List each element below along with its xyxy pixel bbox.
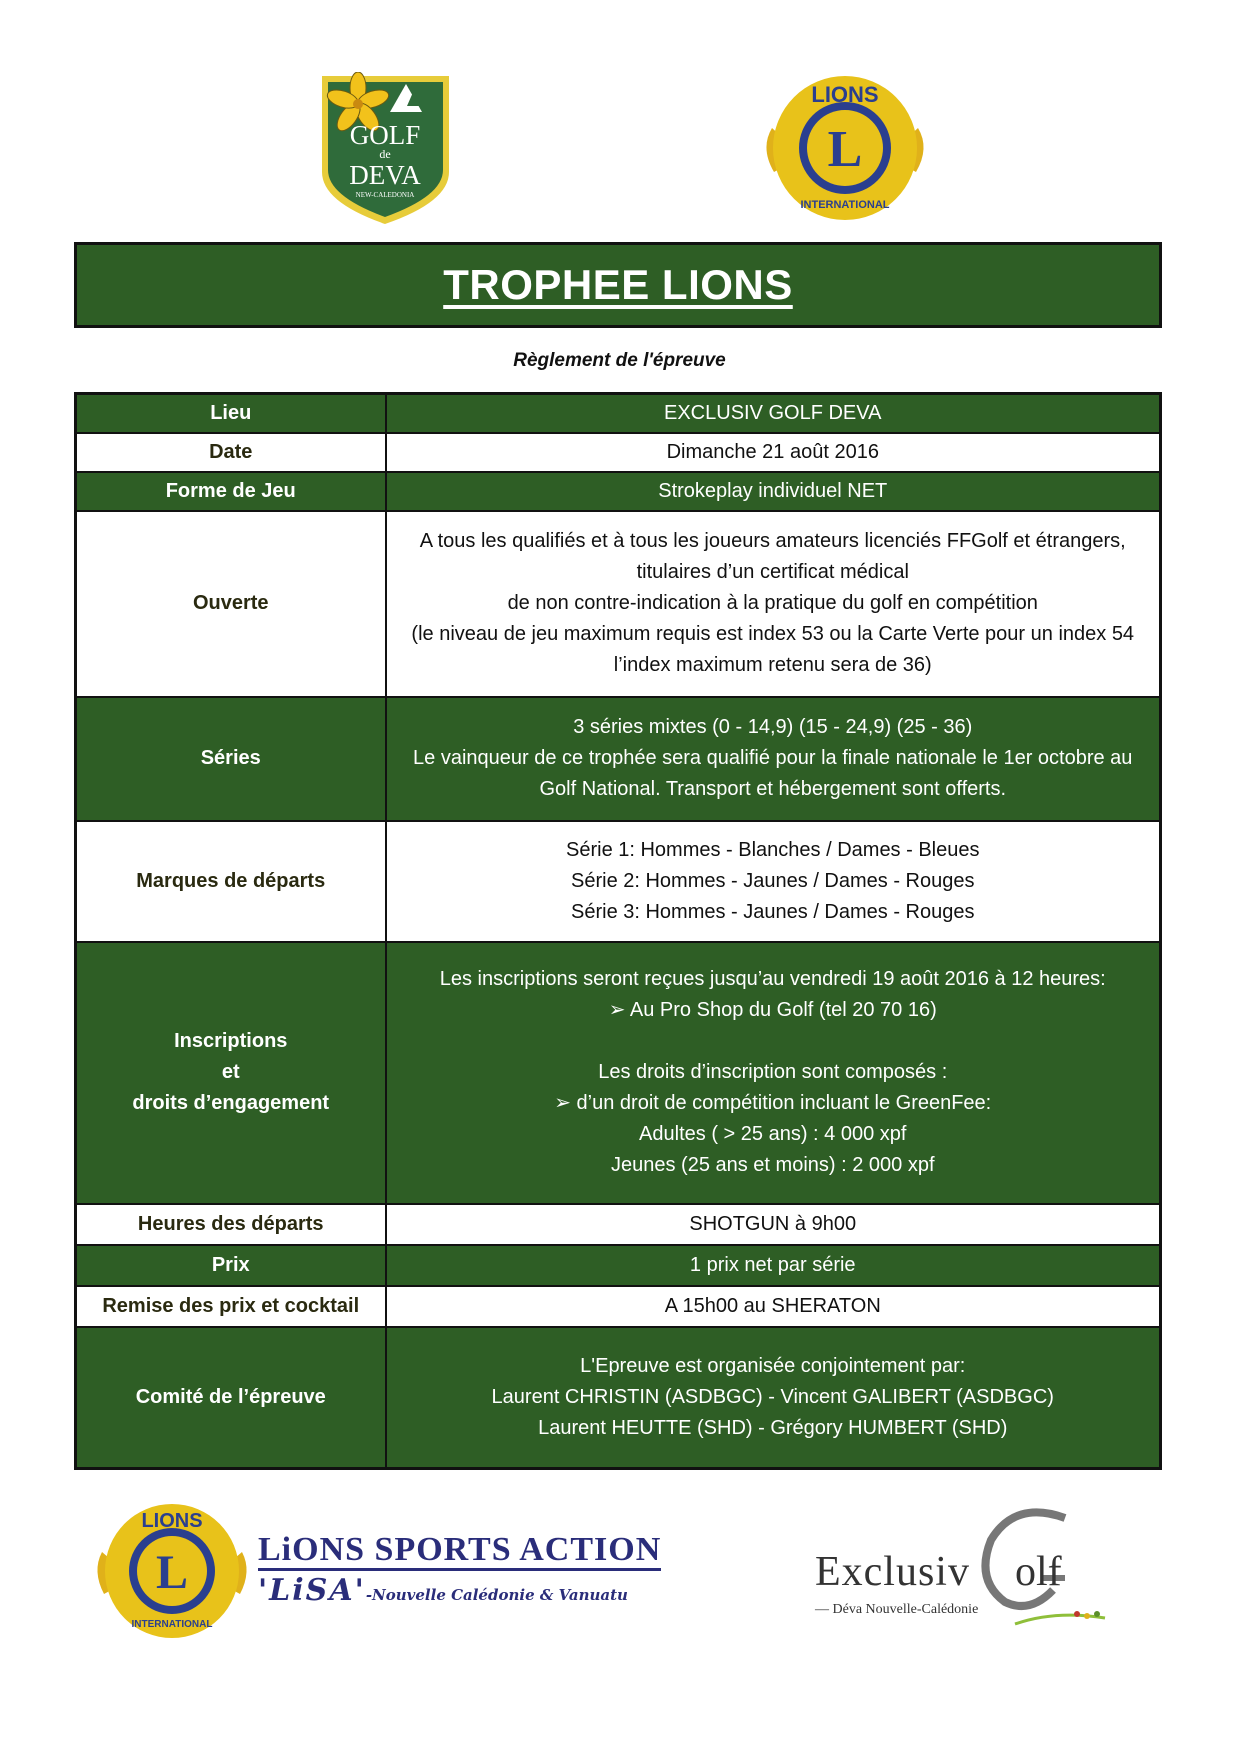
row-value-line: Jeunes (25 ans et moins) : 2 000 xpf xyxy=(610,1154,935,1176)
exclusiv-subtitle: — Déva Nouvelle-Calédonie xyxy=(815,1602,979,1617)
row-value-line: Golf National. Transport et hébergement sont offerts. xyxy=(539,778,1007,800)
row-value-line: A 15h00 au SHERATON xyxy=(664,1294,881,1317)
row-label: Marques de départs xyxy=(76,821,386,942)
row-value xyxy=(386,394,1161,433)
row-label: Remise des prix et cocktail xyxy=(76,1286,386,1327)
lions-international-logo-footer xyxy=(92,1496,252,1646)
exclusiv-golf-logo xyxy=(815,1490,1145,1640)
svg-text:NEW-CALEDONIA: NEW-CALEDONIA xyxy=(355,191,415,199)
row-value-line: (le niveau de jeu maximum requis est index 53 ou la Carte Verte pour un index 54 xyxy=(411,623,1135,645)
lisa-subtitle xyxy=(258,1573,678,1608)
svg-text:INTERNATIONAL: INTERNATIONAL xyxy=(131,1619,213,1630)
page-title: TROPHEE LIONS xyxy=(443,261,793,308)
row-value-line: 3 séries mixtes (0 - 14,9) (15 - 24,9) (25 - 36) xyxy=(573,716,973,738)
row-value-line: titulaires d’un certificat médical xyxy=(636,561,909,583)
row-value xyxy=(386,511,1161,697)
title-banner xyxy=(74,242,1162,328)
svg-text:LIONS: LIONS xyxy=(811,82,879,107)
row-value-line: l’index maximum retenu sera de 36) xyxy=(613,654,932,676)
row-value-line: Dimanche 21 août 2016 xyxy=(666,440,879,463)
row-value-line: Série 2: Hommes - Jaunes / Dames - Rouges xyxy=(571,869,975,892)
row-label-line: Inscriptions xyxy=(174,1030,288,1052)
row-value-line: SHOTGUN à 9h00 xyxy=(689,1212,857,1235)
table-row-comite xyxy=(76,1327,1161,1469)
rules-table xyxy=(74,392,1162,1470)
row-value-line: ➢ d’un droit de compétition incluant le GreenFee: xyxy=(554,1092,992,1114)
row-label: Séries xyxy=(76,697,386,821)
row-value xyxy=(386,1286,1161,1327)
row-value xyxy=(386,1327,1161,1469)
svg-text:LIONS: LIONS xyxy=(141,1510,203,1532)
table-row-date xyxy=(76,433,1161,472)
table-row-lieu xyxy=(76,394,1161,433)
svg-text:DEVA: DEVA xyxy=(349,160,421,190)
row-label: Heures des départs xyxy=(76,1204,386,1245)
row-value-line: A tous les qualifiés et à tous les joueurs amateurs licenciés FFGolf et étrangers, xyxy=(419,530,1126,552)
row-value-line: Adultes ( > 25 ans) : 4 000 xpf xyxy=(639,1123,907,1145)
row-value-line: Série 3: Hommes - Jaunes / Dames - Rouges xyxy=(571,900,975,923)
row-value-spacer xyxy=(391,1026,1156,1057)
svg-text:INTERNATIONAL: INTERNATIONAL xyxy=(800,199,890,211)
row-label-line: droits d’engagement xyxy=(132,1092,330,1114)
row-value-line: ➢ Au Pro Shop du Golf (tel 20 70 16) xyxy=(608,999,937,1021)
row-label-line: et xyxy=(221,1061,240,1083)
row-value xyxy=(386,1245,1161,1286)
row-value-line: EXCLUSIV GOLF DEVA xyxy=(664,401,882,424)
row-value-line: Laurent HEUTTE (SHD) - Grégory HUMBERT (SHD) xyxy=(538,1416,1008,1439)
subtitle: Règlement de l'épreuve xyxy=(513,350,726,371)
row-value xyxy=(386,1204,1161,1245)
row-label: Prix xyxy=(76,1245,386,1286)
lisa-acronym: 'LiSA' xyxy=(258,1573,366,1608)
row-value xyxy=(386,472,1161,511)
row-value xyxy=(386,433,1161,472)
row-value-line: Laurent CHRISTIN (ASDBGC) - Vincent GALIBERT (ASDBGC) xyxy=(491,1385,1054,1408)
table-row-marques-de-departs xyxy=(76,821,1161,942)
table-row-ouverte xyxy=(76,511,1161,697)
table-row-prix xyxy=(76,1245,1161,1286)
row-value xyxy=(386,942,1161,1204)
exclusiv-olf: olf xyxy=(1015,1549,1062,1595)
row-label xyxy=(76,942,386,1204)
row-value xyxy=(386,697,1161,821)
golf-de-deva-logo xyxy=(318,72,453,228)
table-row-series xyxy=(76,697,1161,821)
row-value-line: Série 1: Hommes - Blanches / Dames - Bleues xyxy=(566,838,980,861)
lisa-logo xyxy=(258,1532,678,1608)
svg-text:de: de xyxy=(379,147,391,161)
table-row-forme-de-jeu xyxy=(76,472,1161,511)
row-value-line: de non contre-indication à la pratique du golf en compétition xyxy=(507,592,1038,614)
row-value-line: 1 prix net par série xyxy=(689,1253,856,1276)
row-value-line: Strokeplay individuel NET xyxy=(658,479,888,502)
table-row-inscriptions xyxy=(76,942,1161,1204)
lions-international-logo xyxy=(760,68,930,228)
row-label: Comité de l’épreuve xyxy=(76,1327,386,1469)
row-value-line: Les inscriptions seront reçues jusqu’au vendredi 19 août 2016 à 12 heures: xyxy=(439,968,1106,990)
row-label: Forme de Jeu xyxy=(76,472,386,511)
svg-text:L: L xyxy=(827,121,863,178)
row-value-line: Le vainqueur de ce trophée sera qualifié pour la finale nationale le 1er octobre au xyxy=(413,747,1133,769)
row-label: Lieu xyxy=(76,394,386,433)
row-value xyxy=(386,821,1161,942)
row-value-line: L'Epreuve est organisée conjointement par: xyxy=(580,1354,966,1377)
table-row-remise-des-prix xyxy=(76,1286,1161,1327)
lisa-title: LiONS SPORTS ACTION xyxy=(258,1532,661,1571)
svg-text:GOLF: GOLF xyxy=(349,120,421,150)
row-label: Date xyxy=(76,433,386,472)
row-value-line: Les droits d’inscription sont composés : xyxy=(598,1061,948,1083)
exclusiv-word: Exclusiv xyxy=(815,1549,970,1595)
svg-text:L: L xyxy=(155,1546,189,1599)
table-row-heures-des-departs xyxy=(76,1204,1161,1245)
row-label: Ouverte xyxy=(76,511,386,697)
lisa-region: -Nouvelle Calédonie & Vanuatu xyxy=(365,1586,628,1604)
